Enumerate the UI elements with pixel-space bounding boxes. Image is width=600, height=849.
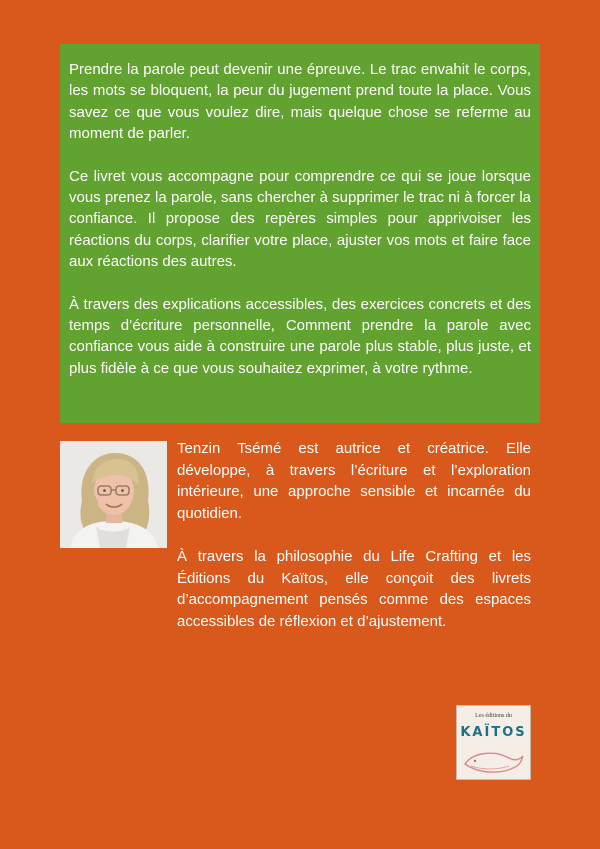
description-paragraph-2: Ce livret vous accompagne pour comprendre ce qui se joue lorsque vous prenez la parole, sans chercher à supprimer le trac ni à forcer la confiance. Il propose des repères simples pour apprivoiser les réactions du corps, clarifier votre place, ajuster vos mots et faire face aux réactions des autres. [69,167,531,271]
author-photo [60,441,167,548]
publisher-logo-tagline: Les éditions du [475,713,512,719]
description-paragraph-3: À travers des explications accessibles, des exercices concrets et des temps d’écriture personnelle, Comment prendre la parole avec confiance vous aide à construire une parole plus stable, plus juste, et plus fidèle à ce que vous souhaitez exprimer, à votre rythme. [69,295,531,377]
author-portrait-illustration [60,441,167,548]
whale-icon [461,746,527,778]
publisher-logo-name: KAÏTOS [460,725,527,740]
author-bio-paragraph-2: À travers la philosophie du Life Crafting et les Éditions du Kaïtos, elle conçoit des livrets d’accompagnement pensés comme des espaces accessibles de réflexion et d’ajustement. [177,547,531,630]
book-description-panel [60,44,540,423]
publisher-logo [456,705,531,780]
author-bio [177,438,531,654]
author-bio-paragraph-1: Tenzin Tsémé est autrice et créatrice. Elle développe, à travers l’écriture et l’exploration intérieure, une approche sensible et incarnée du quotidien. [177,440,531,522]
description-paragraph-1: Prendre la parole peut devenir une épreuve. Le trac envahit le corps, les mots se bloquent, la peur du jugement prend toute la place. Vous savez ce que vous voulez dire, mais quelque chose se referme au moment de parler. [69,61,531,143]
